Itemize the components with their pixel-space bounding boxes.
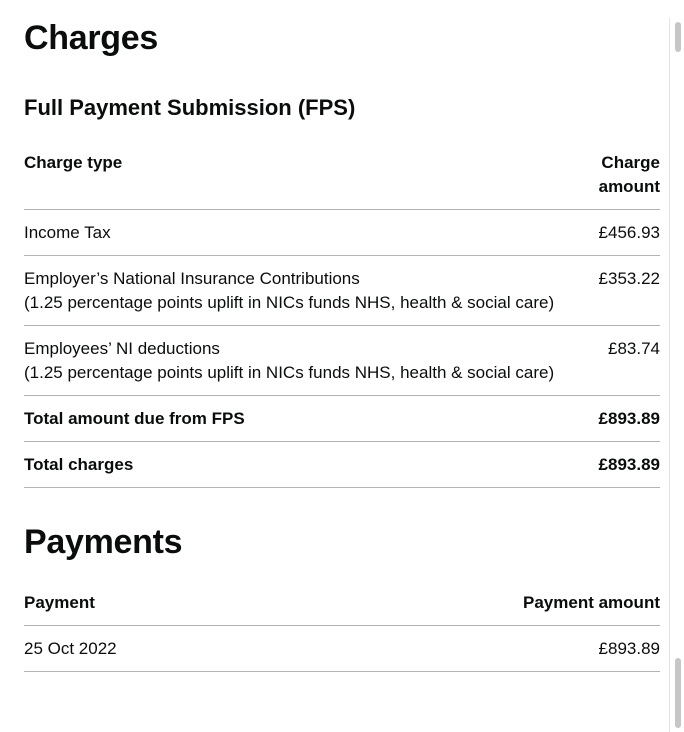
- page-title: Charges: [24, 19, 158, 57]
- charges-header-row: [24, 140, 660, 210]
- charge-type-note: (1.25 percentage points uplift in NICs funds NHS, health & social care): [24, 293, 555, 312]
- charges-subtitle: Full Payment Submission (FPS): [24, 95, 356, 120]
- charge-type-cell: [24, 256, 581, 326]
- charge-amount-cell: £83.74: [581, 326, 660, 396]
- table-row-total-fps: [24, 396, 660, 442]
- charges-col-amount-line1: Charge: [601, 153, 660, 172]
- table-row-total-charges: [24, 442, 660, 488]
- payments-table: [24, 580, 660, 672]
- table-row: [24, 326, 660, 396]
- payments-header-row: [24, 580, 660, 626]
- payments-col-amount: Payment amount: [266, 580, 660, 626]
- charge-type-cell: [24, 210, 581, 256]
- charge-amount-cell: £893.89: [581, 442, 660, 488]
- charge-amount-cell: £456.93: [581, 210, 660, 256]
- charge-type-cell: Total charges: [24, 442, 581, 488]
- table-row: [24, 210, 660, 256]
- scrollbar-thumb-top[interactable]: [675, 22, 681, 52]
- table-row: [24, 256, 660, 326]
- charge-amount-cell: £893.89: [581, 396, 660, 442]
- charge-type-label: Employer’s National Insurance Contributions: [24, 269, 360, 288]
- vertical-scrollbar[interactable]: [669, 18, 684, 732]
- charges-table: [24, 140, 660, 488]
- charge-type-cell: [24, 326, 581, 396]
- payments-col-payment: Payment: [24, 580, 266, 626]
- payments-title: Payments: [24, 523, 183, 561]
- payments-table-head: [24, 580, 660, 626]
- charges-table-body: [24, 210, 660, 488]
- charges-col-type: Charge type: [24, 140, 581, 210]
- charge-type-cell: Total amount due from FPS: [24, 396, 581, 442]
- page-container: [0, 18, 684, 732]
- charges-col-amount-line2: amount: [598, 177, 660, 196]
- charge-amount-cell: £353.22: [581, 256, 660, 326]
- scrollbar-thumb-bottom[interactable]: [675, 658, 681, 728]
- payment-date-cell: 25 Oct 2022: [24, 626, 266, 672]
- charge-type-note: (1.25 percentage points uplift in NICs funds NHS, health & social care): [24, 363, 555, 382]
- payment-amount-cell: £893.89: [266, 626, 660, 672]
- payments-table-body: [24, 626, 660, 672]
- charge-type-label: Income Tax: [24, 223, 111, 242]
- charges-table-head: [24, 140, 660, 210]
- charges-col-amount: [581, 140, 660, 210]
- charge-type-label: Employees’ NI deductions: [24, 339, 220, 358]
- table-row: [24, 626, 660, 672]
